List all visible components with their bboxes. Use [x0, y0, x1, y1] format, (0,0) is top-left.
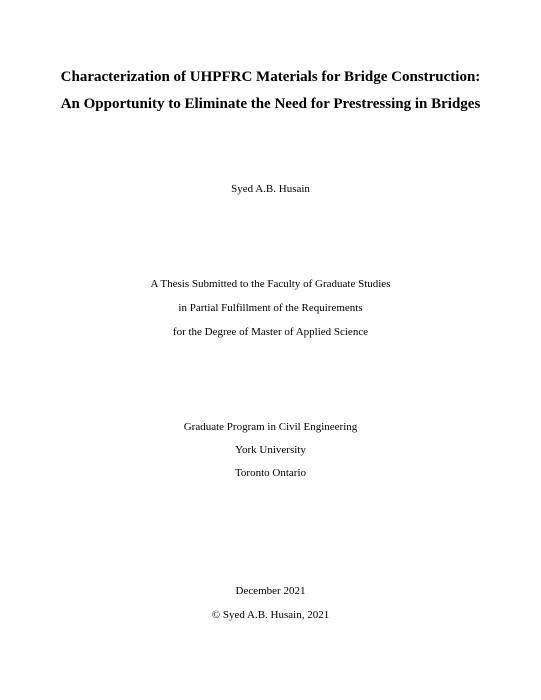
author-name: Syed A.B. Husain	[231, 183, 310, 195]
thesis-title-line-1: Characterization of UHPFRC Materials for Bridge Construction:	[60, 69, 481, 85]
submission-statement-line-3: for the Degree of Master of Applied Science	[172, 326, 369, 338]
university-name: York University	[235, 444, 306, 456]
submission-statement-line-1: A Thesis Submitted to the Faculty of Graduate Studies	[150, 278, 391, 290]
submission-date: December 2021	[235, 585, 306, 597]
copyright-notice: © Syed A.B. Husain, 2021	[211, 609, 330, 621]
submission-statement-line-2: in Partial Fulfillment of the Requirements	[178, 302, 363, 314]
university-location: Toronto Ontario	[234, 467, 307, 479]
thesis-title-line-2: An Opportunity to Eliminate the Need for Prestressing in Bridges	[60, 96, 481, 112]
graduate-program: Graduate Program in Civil Engineering	[183, 421, 358, 433]
